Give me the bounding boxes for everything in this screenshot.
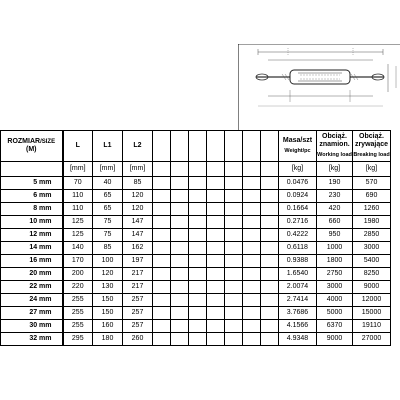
- blank-cell: [207, 177, 225, 190]
- blank-cell: [171, 268, 189, 281]
- units-blank: [1, 162, 63, 177]
- blank-cell: [225, 203, 243, 216]
- working-load-cell: 3000: [317, 281, 353, 294]
- blank-cell: [171, 216, 189, 229]
- L1-cell: 150: [93, 307, 123, 320]
- blank-cell: [243, 229, 261, 242]
- blank-cell: [189, 177, 207, 190]
- size-cell: 10 mm: [1, 216, 63, 229]
- unit-working: [kg]: [317, 162, 353, 177]
- table-row: [1, 294, 391, 307]
- blank-cell: [153, 216, 171, 229]
- blank-cell: [207, 320, 225, 333]
- working-load-cell: 1000: [317, 242, 353, 255]
- blank-cell: [171, 333, 189, 346]
- blank-cell: [153, 162, 171, 177]
- L2-cell: 120: [123, 203, 153, 216]
- L1-cell: 130: [93, 281, 123, 294]
- mass-cell: 1.6540: [279, 268, 317, 281]
- blank-cell: [225, 162, 243, 177]
- size-cell: 14 mm: [1, 242, 63, 255]
- blank-cell: [243, 177, 261, 190]
- blank-cell: [243, 162, 261, 177]
- size-cell: 22 mm: [1, 281, 63, 294]
- blank-cell: [243, 255, 261, 268]
- blank-cell: [153, 229, 171, 242]
- size-cell: 20 mm: [1, 268, 63, 281]
- blank-cell: [243, 203, 261, 216]
- blank-cell: [261, 307, 279, 320]
- blank-cell: [153, 320, 171, 333]
- breaking-load-cell: 2850: [353, 229, 391, 242]
- blank-cell: [261, 242, 279, 255]
- working-label-1: Obciąż.: [322, 133, 347, 140]
- blank-cell: [261, 255, 279, 268]
- size-label-alt: /SIZE: [40, 139, 56, 145]
- L2-cell: 260: [123, 333, 153, 346]
- blank-cell: [189, 190, 207, 203]
- mass-cell: 4.9348: [279, 333, 317, 346]
- L1-cell: 65: [93, 203, 123, 216]
- size-unit: (M): [26, 146, 37, 153]
- blank-cell: [225, 281, 243, 294]
- size-cell: 8 mm: [1, 203, 63, 216]
- blank-cell: [261, 320, 279, 333]
- L-cell: 220: [63, 281, 93, 294]
- blank-cell: [243, 190, 261, 203]
- breaking-load-cell: 19110: [353, 320, 391, 333]
- unit-breaking: [kg]: [353, 162, 391, 177]
- blank-cell: [171, 242, 189, 255]
- mass-cell: 0.0476: [279, 177, 317, 190]
- breaking-label-1: Obciąż.: [359, 133, 384, 140]
- blank-cell: [225, 177, 243, 190]
- mass-cell: 0.0924: [279, 190, 317, 203]
- blank-cell: [261, 203, 279, 216]
- mass-cell: 0.6118: [279, 242, 317, 255]
- table-row: [1, 229, 391, 242]
- blank-cell: [171, 177, 189, 190]
- blank-cell: [207, 255, 225, 268]
- working-load-cell: 230: [317, 190, 353, 203]
- L1-cell: 85: [93, 242, 123, 255]
- L1-cell: 180: [93, 333, 123, 346]
- breaking-load-cell: 15000: [353, 307, 391, 320]
- blank-cell: [207, 216, 225, 229]
- breaking-load-cell: 12000: [353, 294, 391, 307]
- table-row: [1, 320, 391, 333]
- blank-cell: [225, 320, 243, 333]
- blank-cell: [189, 307, 207, 320]
- blank-cell: [243, 242, 261, 255]
- blank-cell: [189, 268, 207, 281]
- size-cell: 6 mm: [1, 190, 63, 203]
- blank-cell: [189, 242, 207, 255]
- blank-cell: [153, 177, 171, 190]
- blank-cell: [243, 307, 261, 320]
- breaking-sub: Breaking load: [353, 152, 390, 158]
- breaking-load-cell: 8250: [353, 268, 391, 281]
- breaking-load-cell: 570: [353, 177, 391, 190]
- breaking-load-cell: 5400: [353, 255, 391, 268]
- blank-cell: [207, 268, 225, 281]
- blank-cell: [189, 162, 207, 177]
- L-cell: 70: [63, 177, 93, 190]
- mass-cell: 0.9388: [279, 255, 317, 268]
- working-load-cell: 6370: [317, 320, 353, 333]
- blank-cell: [171, 281, 189, 294]
- blank-cell: [261, 281, 279, 294]
- blank-cell: [153, 203, 171, 216]
- L1-cell: 75: [93, 229, 123, 242]
- blank-cell: [171, 255, 189, 268]
- table-row: [1, 333, 391, 346]
- breaking-load-header: [353, 131, 391, 162]
- blank-cell: [171, 229, 189, 242]
- blank-cell: [243, 333, 261, 346]
- blank-cell: [153, 333, 171, 346]
- blank-cell: [207, 242, 225, 255]
- L-cell: 125: [63, 229, 93, 242]
- blank-cell: [225, 229, 243, 242]
- mass-cell: 0.4222: [279, 229, 317, 242]
- L2-cell: 85: [123, 177, 153, 190]
- size-cell: 27 mm: [1, 307, 63, 320]
- breaking-load-cell: 1980: [353, 216, 391, 229]
- table-row: [1, 216, 391, 229]
- blank-cell: [171, 320, 189, 333]
- mass-header: [279, 131, 317, 162]
- blank-cell: [153, 190, 171, 203]
- breaking-load-cell: 27000: [353, 333, 391, 346]
- blank-cell: [225, 216, 243, 229]
- blank-cell: [225, 294, 243, 307]
- blank-cell: [261, 190, 279, 203]
- L2-cell: 257: [123, 320, 153, 333]
- blank-header: [261, 131, 279, 162]
- L-cell: 110: [63, 203, 93, 216]
- blank-cell: [207, 294, 225, 307]
- L1-cell: 40: [93, 177, 123, 190]
- mass-sub: Weight/pc: [284, 148, 311, 154]
- blank-cell: [261, 268, 279, 281]
- blank-cell: [153, 294, 171, 307]
- blank-cell: [153, 242, 171, 255]
- blank-header: [225, 131, 243, 162]
- breaking-load-cell: 1260: [353, 203, 391, 216]
- blank-header: [171, 131, 189, 162]
- size-cell: 16 mm: [1, 255, 63, 268]
- L-cell: 125: [63, 216, 93, 229]
- L-cell: 255: [63, 307, 93, 320]
- L-cell: 255: [63, 294, 93, 307]
- working-sub: Working load: [317, 152, 352, 158]
- mass-cell: 2.7414: [279, 294, 317, 307]
- blank-cell: [153, 281, 171, 294]
- blank-cell: [261, 294, 279, 307]
- L-cell: 110: [63, 190, 93, 203]
- blank-header: [243, 131, 261, 162]
- col-L2-header: L2: [123, 131, 153, 162]
- size-cell: 30 mm: [1, 320, 63, 333]
- blank-cell: [207, 281, 225, 294]
- L2-cell: 257: [123, 294, 153, 307]
- working-load-cell: 660: [317, 216, 353, 229]
- blank-cell: [225, 307, 243, 320]
- blank-cell: [207, 162, 225, 177]
- blank-cell: [225, 255, 243, 268]
- working-load-cell: 4000: [317, 294, 353, 307]
- mass-label: Masa/szt: [282, 137, 313, 144]
- breaking-label-2: zrywające: [354, 141, 389, 148]
- size-cell: 32 mm: [1, 333, 63, 346]
- L2-cell: 217: [123, 268, 153, 281]
- breaking-load-cell: 3000: [353, 242, 391, 255]
- working-load-cell: 420: [317, 203, 353, 216]
- blank-cell: [189, 229, 207, 242]
- L-cell: 140: [63, 242, 93, 255]
- blank-header: [189, 131, 207, 162]
- blank-cell: [171, 294, 189, 307]
- blank-cell: [171, 190, 189, 203]
- blank-cell: [153, 268, 171, 281]
- blank-cell: [261, 229, 279, 242]
- L2-cell: 162: [123, 242, 153, 255]
- table-row: [1, 177, 391, 190]
- blank-header: [207, 131, 225, 162]
- mass-cell: 3.7686: [279, 307, 317, 320]
- L1-cell: 150: [93, 294, 123, 307]
- blank-cell: [189, 333, 207, 346]
- blank-cell: [189, 294, 207, 307]
- table-row: [1, 307, 391, 320]
- L2-cell: 147: [123, 229, 153, 242]
- blank-cell: [225, 242, 243, 255]
- blank-cell: [225, 333, 243, 346]
- working-label-2: znamion.: [319, 141, 350, 148]
- L-cell: 200: [63, 268, 93, 281]
- L2-cell: 217: [123, 281, 153, 294]
- blank-cell: [207, 190, 225, 203]
- blank-cell: [189, 255, 207, 268]
- working-load-cell: 5000: [317, 307, 353, 320]
- table-row: [1, 268, 391, 281]
- table-row: [1, 242, 391, 255]
- blank-cell: [207, 307, 225, 320]
- L1-cell: 100: [93, 255, 123, 268]
- unit-L1: [mm]: [93, 162, 123, 177]
- blank-cell: [207, 203, 225, 216]
- working-load-cell: 950: [317, 229, 353, 242]
- size-label: ROZMIAR: [7, 138, 41, 145]
- blank-cell: [171, 203, 189, 216]
- turnbuckle-drawing: [238, 44, 400, 130]
- unit-L: [mm]: [63, 162, 93, 177]
- size-cell: 24 mm: [1, 294, 63, 307]
- col-L-header: L: [63, 131, 93, 162]
- blank-cell: [207, 229, 225, 242]
- header-row: [1, 131, 391, 162]
- L2-cell: 257: [123, 307, 153, 320]
- L1-cell: 120: [93, 268, 123, 281]
- blank-cell: [243, 320, 261, 333]
- unit-L2: [mm]: [123, 162, 153, 177]
- L1-cell: 160: [93, 320, 123, 333]
- mass-cell: 4.1566: [279, 320, 317, 333]
- blank-cell: [189, 203, 207, 216]
- blank-cell: [261, 333, 279, 346]
- turnbuckle-spec-table: [0, 130, 391, 346]
- L1-cell: 75: [93, 216, 123, 229]
- L1-cell: 65: [93, 190, 123, 203]
- blank-cell: [189, 216, 207, 229]
- L2-cell: 147: [123, 216, 153, 229]
- mass-cell: 2.0074: [279, 281, 317, 294]
- blank-cell: [171, 307, 189, 320]
- working-load-cell: 2750: [317, 268, 353, 281]
- unit-mass: [kg]: [279, 162, 317, 177]
- working-load-cell: 1800: [317, 255, 353, 268]
- units-row: [1, 162, 391, 177]
- blank-cell: [243, 216, 261, 229]
- table-row: [1, 255, 391, 268]
- blank-cell: [207, 333, 225, 346]
- mass-cell: 0.2716: [279, 216, 317, 229]
- blank-cell: [225, 268, 243, 281]
- blank-cell: [189, 281, 207, 294]
- working-load-cell: 9000: [317, 333, 353, 346]
- blank-cell: [153, 307, 171, 320]
- blank-cell: [171, 162, 189, 177]
- blank-cell: [261, 216, 279, 229]
- size-cell: 5 mm: [1, 177, 63, 190]
- blank-cell: [243, 281, 261, 294]
- blank-header: [153, 131, 171, 162]
- breaking-load-cell: 690: [353, 190, 391, 203]
- mass-cell: 0.1664: [279, 203, 317, 216]
- table-row: [1, 203, 391, 216]
- blank-cell: [261, 162, 279, 177]
- blank-cell: [225, 190, 243, 203]
- L-cell: 170: [63, 255, 93, 268]
- working-load-header: [317, 131, 353, 162]
- blank-cell: [261, 177, 279, 190]
- L-cell: 295: [63, 333, 93, 346]
- size-cell: 12 mm: [1, 229, 63, 242]
- blank-cell: [243, 294, 261, 307]
- blank-cell: [243, 268, 261, 281]
- col-L1-header: L1: [93, 131, 123, 162]
- working-load-cell: 190: [317, 177, 353, 190]
- L2-cell: 197: [123, 255, 153, 268]
- table-row: [1, 281, 391, 294]
- size-header: [1, 131, 63, 162]
- table-row: [1, 190, 391, 203]
- L-cell: 255: [63, 320, 93, 333]
- blank-cell: [189, 320, 207, 333]
- blank-cell: [153, 255, 171, 268]
- breaking-load-cell: 9000: [353, 281, 391, 294]
- L2-cell: 120: [123, 190, 153, 203]
